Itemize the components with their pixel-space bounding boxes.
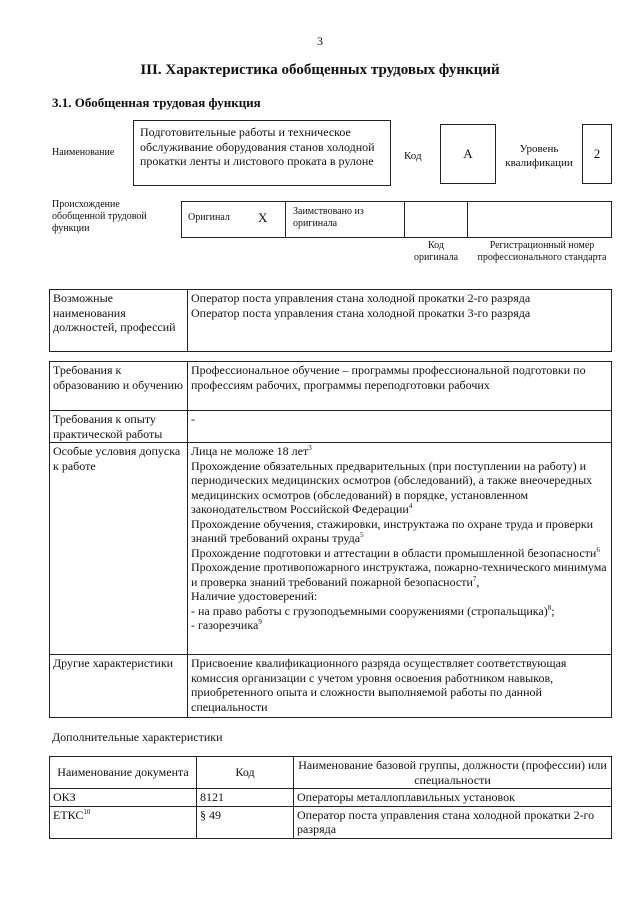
name-label: Наименование bbox=[52, 147, 115, 158]
condition-item: Прохождение подготовки и аттестации в области промышленной безопасности$^6$ bbox=[191, 545, 600, 560]
other-label: Другие характеристики bbox=[50, 655, 188, 718]
borrowed-label: Заимствовано из оригинала bbox=[293, 206, 364, 229]
row-code: § 49 bbox=[197, 806, 294, 838]
code-label: Код bbox=[404, 150, 422, 162]
original-label: Оригинал bbox=[188, 212, 230, 223]
code-value: А bbox=[463, 146, 473, 161]
condition-item: Прохождение обязательных предварительных (при поступлении на работу) и периодических медицинских осмотров (обследований), а также внеочередных медицинских осмотров (обследований) в порядке, установленном законодательством Российской Федерации$^4$ bbox=[191, 458, 593, 516]
col-doc-header: Наименование документа bbox=[50, 757, 197, 789]
reg-number-caption: Регистрационный номер профессионального стандарта bbox=[477, 240, 607, 263]
name-box bbox=[133, 120, 391, 186]
code-original-caption: Код оригинала bbox=[413, 240, 459, 263]
condition-item: Прохождение противопожарного инструктажа, пожарно-технического минимума и проверка знаний требований пожарной безопасности$^7$, bbox=[191, 560, 607, 589]
row-doc: ЕТКС bbox=[53, 807, 84, 822]
row-doc: ОКЗ bbox=[53, 790, 76, 804]
condition-item: Лица не моложе 18 лет$^3$ bbox=[191, 444, 312, 458]
level-value: 2 bbox=[593, 146, 601, 161]
condition-item: - газорезчика$^9$ bbox=[191, 618, 262, 632]
conditions-label: Особые условия допуска к работе bbox=[50, 443, 188, 655]
condition-item: Прохождение обучения, стажировки, инструктажа по охране труда и проверки знаний требований охраны труда$^5$ bbox=[191, 516, 594, 545]
code-value-box bbox=[440, 124, 496, 184]
other-value: Присвоение квалификационного разряда осуществляет соответствующая комиссия организации с учетом уровня освоения работником навыков, приобретенного опыта и сложности выполняемой работы по данной специальности bbox=[188, 655, 612, 718]
additional-title: Дополнительные характеристики bbox=[52, 730, 223, 744]
experience-label: Требования к опыту практической работы bbox=[50, 411, 188, 443]
table-row bbox=[50, 789, 612, 807]
condition-item: - на право работы с грузоподъемными сооружениями (стропальщика)$^8$; bbox=[191, 603, 555, 618]
row-name: Оператор поста управления стана холодной прокатки 2-го разряда bbox=[294, 806, 612, 838]
col-name-header: Наименование базовой группы, должности (профессии) или специальности bbox=[294, 757, 612, 789]
table-row: ЕТКС$^{10}$ § 49 Оператор поста управления стана холодной прокатки 2-го разряда bbox=[50, 806, 612, 838]
subsection-title: 3.1. Обобщенная трудовая функция bbox=[52, 95, 261, 110]
original-mark: Х bbox=[258, 210, 268, 225]
level-value-box bbox=[582, 124, 612, 184]
page-number: 3 bbox=[317, 34, 323, 48]
education-label: Требования к образованию и обучению bbox=[50, 362, 188, 411]
origin-label: Происхождение обобщенной трудовой функции bbox=[52, 199, 147, 234]
additional-table bbox=[49, 756, 612, 839]
row-name: Операторы металлоплавильных установок bbox=[294, 789, 612, 807]
section-title: III. Характеристика обобщенных трудовых функций bbox=[140, 62, 500, 78]
row-code: 8121 bbox=[197, 789, 294, 807]
col-code-header: Код bbox=[197, 757, 294, 789]
condition-item: Наличие удостоверений: bbox=[191, 589, 318, 603]
conditions-list bbox=[188, 443, 612, 655]
level-label: Уровень квалификации bbox=[505, 143, 573, 169]
positions-value: Оператор поста управления стана холодной прокатки 2-го разряда Оператор поста управления стана холодной прокатки 3-го разряда bbox=[188, 290, 612, 352]
education-value: Профессиональное обучение – программы профессиональной подготовки по профессиям рабочих, программы переподготовки рабочих bbox=[188, 362, 612, 411]
requirements-table bbox=[49, 361, 612, 718]
experience-value: - bbox=[188, 411, 612, 443]
positions-label: Возможные наименования должностей, профессий bbox=[50, 290, 188, 352]
positions-table bbox=[49, 289, 612, 352]
name-value: Подготовительные работы и техническое обслуживание оборудования станов холодной прокатки ленты и листового проката в рулоне bbox=[140, 125, 375, 168]
